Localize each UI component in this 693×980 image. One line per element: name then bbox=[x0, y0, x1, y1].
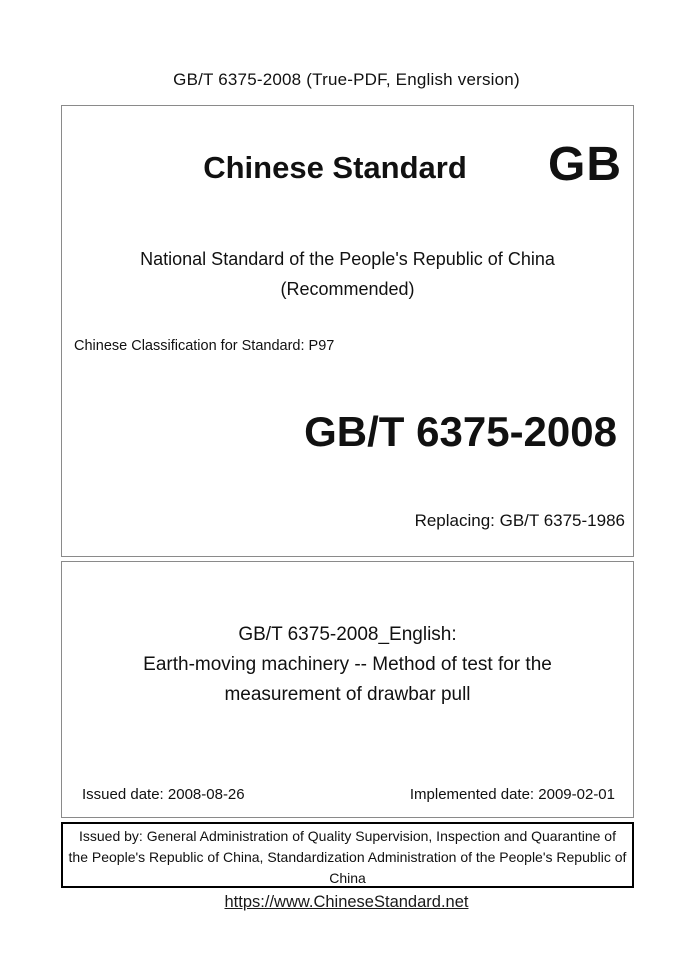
footer-link[interactable]: https://www.ChineseStandard.net bbox=[224, 893, 469, 911]
issuer-line1: Issued by: General Administration of Quality Supervision, Inspection and Quarantine of bbox=[79, 828, 616, 844]
document-title-line3: measurement of drawbar pull bbox=[224, 684, 471, 705]
issued-date: Issued date: 2008-08-26 bbox=[82, 786, 245, 803]
document-title-line1: GB/T 6375-2008_English: bbox=[238, 624, 457, 645]
issuer-line2: the People's Republic of China, Standardization Administration of the People's Republic of bbox=[68, 849, 627, 865]
replacing-line: Replacing: GB/T 6375-1986 bbox=[414, 511, 625, 530]
title-box bbox=[61, 561, 634, 818]
page-footer bbox=[0, 893, 693, 912]
issuer-box bbox=[61, 822, 634, 888]
national-standard-block bbox=[62, 244, 633, 304]
cover-box bbox=[61, 105, 634, 557]
dates-row bbox=[82, 786, 615, 803]
document-header: GB/T 6375-2008 (True-PDF, English version) bbox=[173, 70, 520, 89]
classification-line: Chinese Classification for Standard: P97 bbox=[74, 338, 335, 354]
document-title bbox=[62, 620, 633, 710]
recommended-line: (Recommended) bbox=[280, 279, 415, 299]
gb-logo: GB bbox=[548, 138, 622, 191]
document-title-line2: Earth-moving machinery -- Method of test for the bbox=[143, 654, 552, 675]
implemented-date: Implemented date: 2009-02-01 bbox=[409, 786, 615, 803]
issuer-line3: China bbox=[329, 870, 366, 886]
standard-code: GB/T 6375-2008 bbox=[304, 408, 617, 455]
brand-title: Chinese Standard bbox=[203, 150, 467, 185]
national-standard-line: National Standard of the People's Republic of China bbox=[140, 249, 555, 269]
